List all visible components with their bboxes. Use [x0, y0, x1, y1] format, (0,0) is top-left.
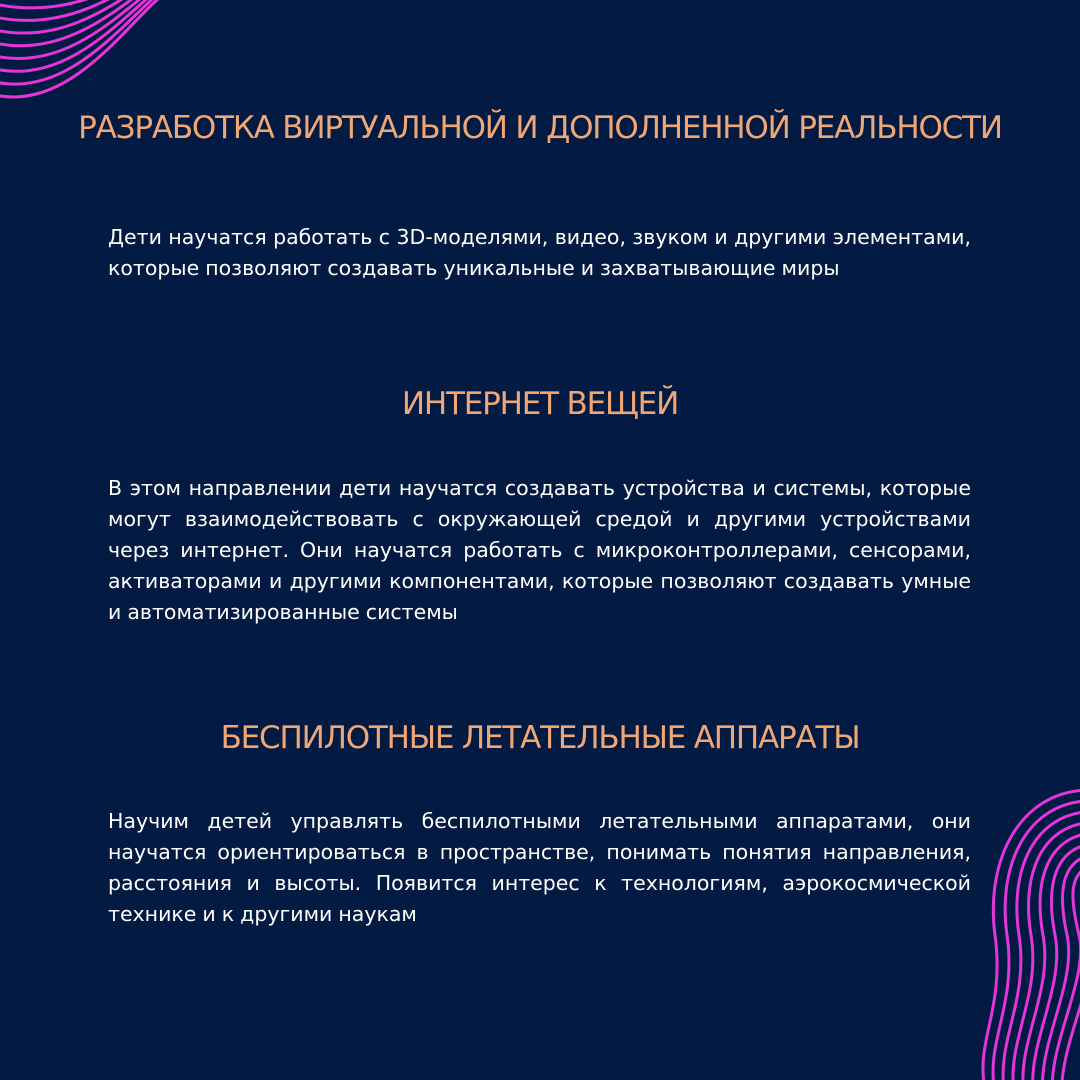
wave-line — [0, 0, 230, 8]
wave-line — [1003, 812, 1080, 1080]
section-title-drones: БЕСПИЛОТНЫЕ ЛЕТАТЕЛЬНЫЕ АППАРАТЫ — [220, 720, 860, 756]
bottom-right-wave-lines — [983, 790, 1080, 1080]
wave-line — [0, 0, 229, 33]
wave-line — [0, 0, 227, 71]
section-title-vr-ar: РАЗРАБОТКА ВИРТУАЛЬНОЙ И ДОПОЛНЕННОЙ РЕАЛЬНОСТИ — [78, 110, 1002, 146]
wave-line — [1013, 822, 1080, 1080]
wave-line — [0, 0, 229, 20]
wave-line — [1023, 833, 1080, 1080]
top-left-wave-lines — [0, 0, 230, 97]
section-title-iot: ИНТЕРНЕТ ВЕЩЕЙ — [401, 386, 679, 422]
wave-line — [1052, 866, 1080, 1080]
wave-line — [993, 801, 1080, 1080]
wave-line — [0, 0, 228, 46]
wave-line — [0, 0, 227, 59]
section-text-drones: Научим детей управлять беспилотными летательными аппаратами, они научатся ориентироваться в пространстве, понимать понятия направления, расстояния и высоты. Появится интерес к технологиям, аэрокосмической технике и к другими наукам — [108, 809, 971, 926]
wave-line — [1033, 844, 1080, 1080]
wave-line — [0, 0, 226, 84]
wave-line — [1042, 855, 1080, 1080]
wave-line — [1062, 876, 1080, 1080]
wave-line — [0, 0, 225, 97]
section-text-iot: В этом направлении дети научатся создавать устройства и системы, которые могут взаимодействовать с окружающей средой и другими устройствами через интернет. Они научатся работать с микроконтроллерами, сенсорами, активаторами и другими компонентами, которые позволяют создавать умные и автоматизированные системы — [108, 476, 971, 624]
section-text-vr-ar: Дети научатся работать с 3D-моделями, видео, звуком и другими элементами, которые позволяют создавать уникальные и захватывающие миры — [108, 225, 971, 280]
wave-line — [983, 790, 1080, 1080]
